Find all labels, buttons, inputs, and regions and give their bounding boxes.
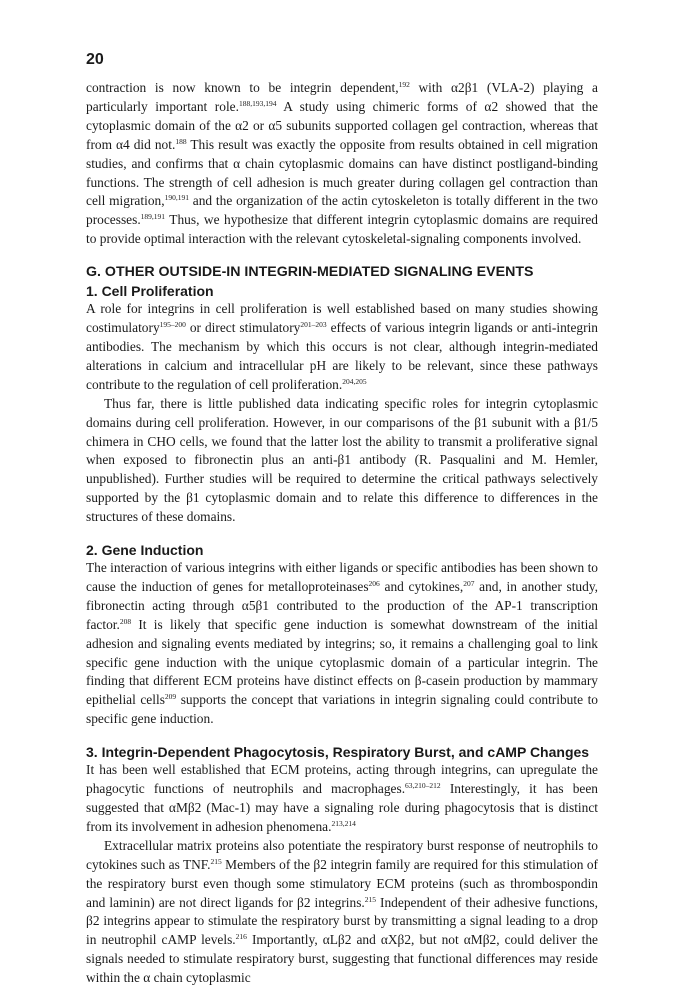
text-run: with α2β1 (VLA-2) playing a particularly important role. — [86, 80, 598, 114]
text-run: It has been well established that ECM proteins, acting through integrins, can upregulate the phagocytic functions of neutrophils and macrophages. — [86, 762, 598, 797]
citation-superscript: 207 — [463, 578, 475, 588]
text-run: contraction is now known to be integrin dependent, — [86, 80, 399, 95]
text-run: and cytokines, — [379, 578, 464, 594]
text-run: Members of the β2 integrin family are required for this stimulation of the respiratory burst even though some stimulatory ECM proteins (such as thrombospondin and laminin) are not direct ligands for β2 integrins. — [86, 856, 598, 910]
subheading-phagocytosis: 3. Integrin-Dependent Phagocytosis, Respiratory Burst, and cAMP Changes — [86, 744, 590, 761]
text-run: A study using chimeric forms of α2 showed that the cytoplasmic domain of the α2 or α5 subunits supported collagen gel contraction, whereas that from α4 did not. — [86, 98, 598, 152]
citation-superscript: 188 — [175, 136, 187, 146]
text-run: It is likely that specific gene induction is somewhat downstream of the initial adhesion and signaling events mediated by integrins; so, it remains a challenging goal to link specific gene induction with the unique cytoplasmic domain of a particular integrin. The finding that different ECM proteins have distinct effects on β-casein production by mammary epithelial cells — [86, 616, 598, 708]
text-run: Thus, we hypothesize that different integrin cytoplasmic domains are required to provide optimal interaction with the relevant cytoskeletal-signaling components involved. — [86, 212, 598, 247]
citation-superscript: 189,191 — [140, 212, 166, 222]
text-run: This result was exactly the opposite from results obtained in cell migration studies, and confirms that α chain cytoplasmic domains can have distinct postligand-binding functions. The strength of cell adhesion is much greater during collagen gel contraction than cell migration, — [86, 136, 598, 209]
citation-superscript: 208 — [119, 616, 132, 626]
subheading-gene-induction: 2. Gene Induction — [86, 542, 204, 559]
citation-superscript: 215 — [364, 894, 377, 904]
text-run: Thus far, there is little published data indicating specific roles for integrin cytoplasmic domains during cell proliferation. However, in our comparisons of the β1 subunit with a β1/5 chimera in CHO cells, we found that the latter lost the ability to transmit a proliferative signal when exposed to fibronectin plus an anti-β1 antibody (R. Pasqualini and M. Hemler, unpublished). Further studies will be required to determine the critical pathways selectively supported by the β1 cytoplasmic domain and to relate this difference to differences in the structures of these domains. — [86, 395, 598, 525]
citation-superscript: 63,210–212 — [405, 781, 441, 791]
citation-superscript: 215 — [210, 856, 222, 866]
text-run: supports the concept that variations in integrin signaling could contribute to specific gene induction. — [86, 692, 598, 727]
text-run: Importantly, αLβ2 and αXβ2, but not αMβ2, could deliver the signals needed to stimulate respiratory burst, suggesting that functional differences may reside within the α chain cytoplasmic — [86, 932, 598, 986]
paragraph-intro — [86, 79, 598, 249]
text-run: A role for integrins in cell proliferation is well established based on many studies showing costimulatory — [86, 301, 598, 336]
section-heading-g: G. OTHER OUTSIDE-IN INTEGRIN-MEDIATED SIGNALING EVENTS — [86, 264, 534, 281]
citation-superscript: 209 — [164, 692, 177, 702]
text-run: or direct stimulatory — [185, 320, 301, 336]
paragraph-proliferation-2 — [86, 395, 598, 527]
page-number: 20 — [86, 51, 104, 68]
text-run: and the organization of the actin cytoskeleton is totally different in the two processes. — [86, 193, 598, 228]
citation-superscript: 206 — [368, 578, 380, 588]
paragraph-proliferation-1 — [86, 300, 598, 395]
text-run: Independent of their adhesive functions, β2 integrins appear to stimulate the respiratory burst by transmitting a signal leading to a drop in neutrophil cAMP levels. — [86, 894, 598, 948]
citation-superscript: 188,193,194 — [238, 98, 277, 108]
citation-superscript: 213,214 — [331, 818, 356, 828]
paragraph-phagocytosis-2 — [86, 837, 598, 988]
citation-superscript: 190,191 — [164, 193, 189, 203]
citation-superscript: 201–203 — [300, 320, 327, 330]
citation-superscript: 192 — [398, 80, 410, 89]
paragraph-gene-induction — [86, 559, 598, 729]
text-run: Extracellular matrix proteins also potentiate the respiratory burst response of neutrophils to cytokines such as TNF. — [86, 837, 598, 872]
citation-superscript: 204,205 — [342, 376, 367, 386]
text-run: The interaction of various integrins with either ligands or specific antibodies has been shown to cause the induction of genes for metalloproteinases — [86, 560, 598, 594]
subheading-cell-proliferation: 1. Cell Proliferation — [86, 283, 214, 300]
text-run: effects of various integrin ligands or anti-integrin antibodies. The mechanism by which this occurs is not clear, although integrin-mediated alterations in calcium and intracellular pH are likely to be relevant, since these pathways contribute to the regulation of cell proliferation. — [86, 320, 598, 392]
citation-superscript: 195–200 — [159, 320, 186, 330]
text-run: Interestingly, it has been suggested that αMβ2 (Mac-1) may have a signaling role during phagocytosis that is distinct from its involvement in adhesion phenomena. — [86, 781, 598, 834]
page-content — [86, 50, 598, 988]
paragraph-phagocytosis-1 — [86, 761, 598, 837]
text-run: and, in another study, fibronectin acting through α5β1 contributed to the production of the AP-1 transcription factor. — [86, 578, 598, 632]
citation-superscript: 216 — [235, 932, 247, 942]
